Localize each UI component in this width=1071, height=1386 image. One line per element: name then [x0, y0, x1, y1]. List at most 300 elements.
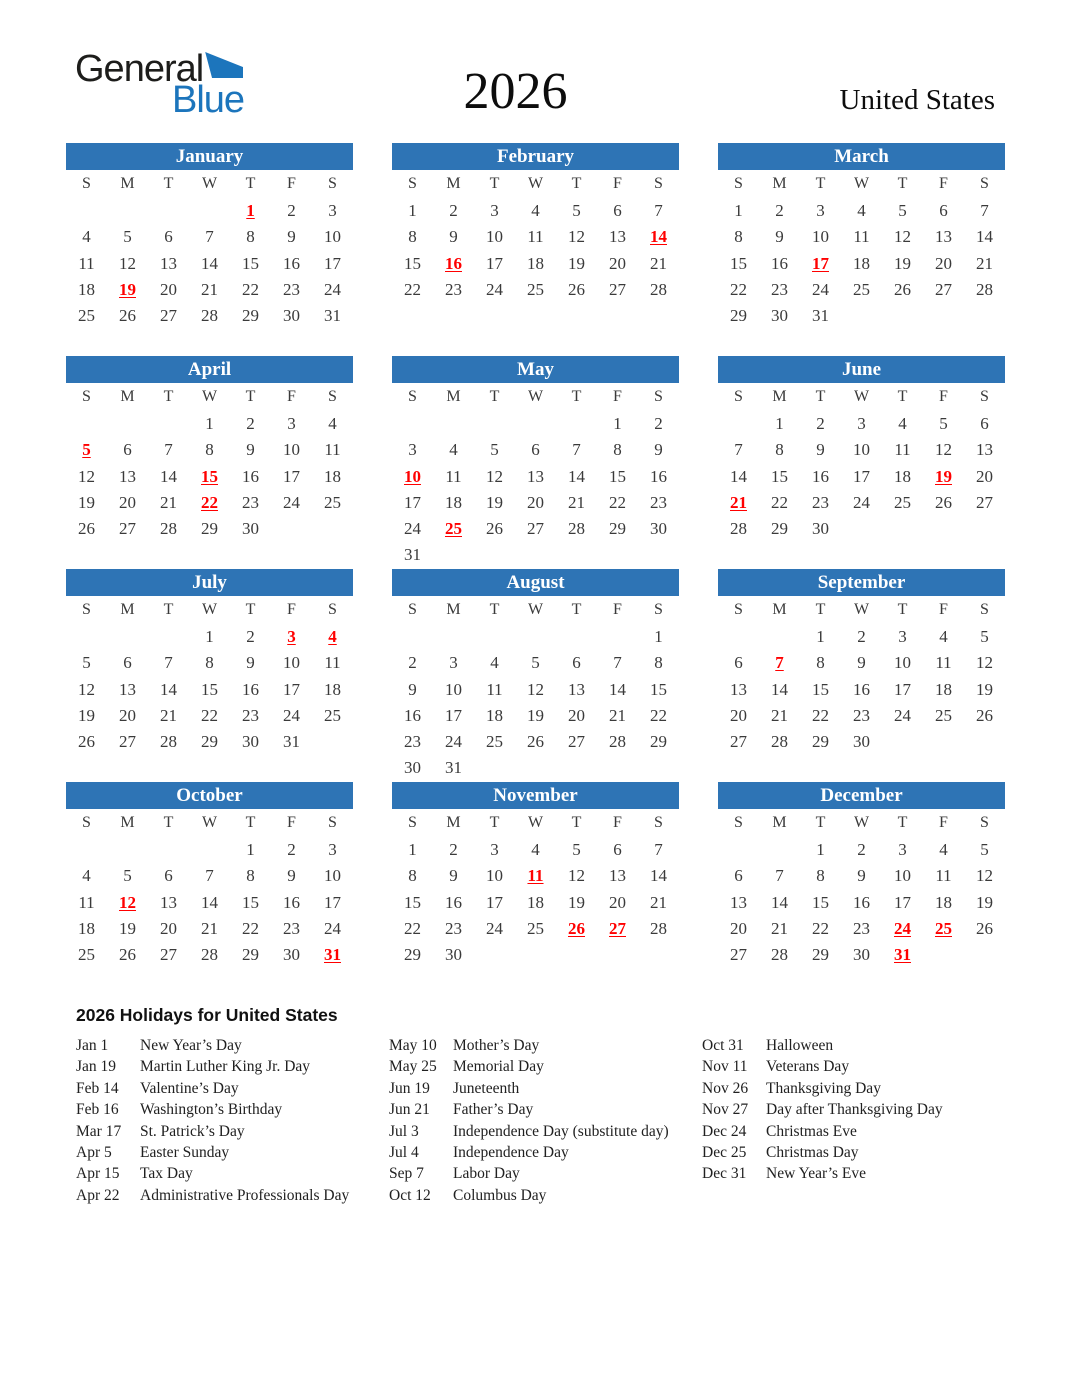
date-cell: 10	[324, 227, 341, 247]
date-cell	[638, 942, 679, 968]
weekday-label: W	[527, 388, 544, 405]
date-cell: 31	[812, 306, 829, 326]
weekday-label: W	[201, 388, 218, 405]
date-cell	[189, 329, 230, 355]
date-cell	[964, 542, 1005, 568]
date-cell: 16	[283, 253, 300, 273]
date-cell: 14	[730, 466, 747, 486]
weekday-label: S	[82, 601, 91, 618]
date-cell: 15	[242, 253, 259, 273]
date-cell: 11	[527, 227, 544, 247]
holiday-date-cell: 21	[730, 492, 747, 512]
date-cell: 1	[654, 627, 663, 646]
date-cell: 22	[404, 279, 421, 299]
date-cell: 19	[119, 918, 136, 938]
weekday-label: F	[287, 601, 296, 618]
date-cell	[474, 303, 515, 329]
date-cell	[148, 411, 189, 437]
holiday-name-label: Labor Day	[453, 1165, 520, 1183]
date-cell: 8	[654, 653, 663, 673]
date-cell: 19	[894, 253, 911, 273]
date-cell: 21	[568, 492, 585, 512]
date-cell: 3	[449, 653, 458, 673]
date-cell: 11	[445, 466, 462, 486]
date-cell: 8	[816, 866, 825, 886]
weekday-label: M	[120, 814, 135, 831]
date-cell: 23	[650, 492, 667, 512]
holiday-date-label: Nov 27	[702, 1101, 749, 1119]
calendar-grid	[66, 143, 1005, 995]
weekday-label: T	[163, 814, 174, 831]
holiday-date-label: Dec 24	[702, 1122, 747, 1140]
date-cell: 16	[853, 892, 870, 912]
holiday-list-item	[702, 1078, 986, 1099]
holiday-date-label: Nov 11	[702, 1058, 748, 1076]
date-cell: 26	[894, 279, 911, 299]
date-cell: 8	[775, 440, 784, 460]
date-cell	[882, 329, 923, 355]
holiday-list-item	[389, 1035, 673, 1056]
date-cell: 6	[734, 653, 743, 673]
date-cell	[718, 624, 759, 650]
holiday-date-label: Nov 26	[702, 1079, 749, 1097]
date-cell	[189, 837, 230, 863]
date-cell: 13	[160, 892, 177, 912]
weekday-label: T	[815, 814, 826, 831]
date-cell: 27	[119, 732, 136, 752]
date-cell	[107, 542, 148, 568]
holiday-list-item	[389, 1056, 673, 1077]
date-cell: 22	[812, 918, 829, 938]
date-cell: 2	[775, 201, 784, 220]
holiday-date-label: Oct 31	[702, 1037, 744, 1054]
weekday-label: S	[980, 814, 989, 831]
date-cell	[759, 968, 800, 994]
holiday-list-item	[702, 1142, 986, 1163]
holiday-date-label: Sep 7	[389, 1165, 424, 1183]
date-cell: 20	[119, 492, 136, 512]
weekday-label: W	[201, 601, 218, 618]
date-cell	[841, 303, 882, 329]
date-cell	[433, 968, 474, 994]
date-cell: 19	[976, 679, 993, 699]
holiday-date-cell: 17	[812, 253, 829, 273]
date-cell	[923, 329, 964, 355]
date-cell	[148, 198, 189, 224]
date-cell: 27	[160, 306, 177, 326]
holiday-list-item	[76, 1163, 360, 1184]
month-days-grid	[718, 837, 1005, 995]
date-cell: 1	[246, 840, 255, 859]
date-cell	[474, 624, 515, 650]
weekday-label: M	[446, 175, 461, 192]
date-cell	[230, 542, 271, 568]
month-june	[718, 356, 1005, 569]
date-cell: 15	[404, 892, 421, 912]
date-cell: 21	[160, 492, 177, 512]
date-cell: 11	[894, 440, 911, 460]
date-cell: 26	[78, 732, 95, 752]
date-cell: 7	[980, 201, 989, 220]
date-cell	[923, 516, 964, 542]
date-cell: 13	[527, 466, 544, 486]
holiday-date-label: Feb 14	[76, 1079, 119, 1097]
date-cell: 6	[531, 440, 540, 460]
weekday-label: S	[82, 175, 91, 192]
holiday-list-item	[702, 1163, 986, 1184]
date-cell: 20	[568, 705, 585, 725]
date-cell	[148, 542, 189, 568]
month-days-grid	[66, 837, 353, 995]
date-cell	[923, 942, 964, 968]
weekday-label: M	[120, 175, 135, 192]
holiday-date-cell: 19	[935, 466, 952, 486]
holiday-date-label: Jul 3	[389, 1122, 419, 1140]
date-cell: 15	[771, 466, 788, 486]
date-cell	[433, 329, 474, 355]
date-cell	[964, 329, 1005, 355]
month-april	[66, 356, 353, 569]
date-cell	[556, 755, 597, 781]
date-cell	[556, 329, 597, 355]
date-cell	[271, 968, 312, 994]
date-cell	[597, 755, 638, 781]
date-cell: 29	[812, 945, 829, 965]
date-cell: 19	[568, 892, 585, 912]
weekday-label: W	[201, 814, 218, 831]
date-cell	[148, 837, 189, 863]
date-cell: 15	[242, 892, 259, 912]
date-cell: 28	[650, 918, 667, 938]
date-cell: 28	[976, 279, 993, 299]
weekday-label: S	[82, 388, 91, 405]
date-cell	[312, 729, 353, 755]
date-cell: 16	[242, 466, 259, 486]
date-cell: 6	[123, 653, 132, 673]
date-cell	[882, 729, 923, 755]
date-cell: 16	[812, 466, 829, 486]
date-cell: 17	[486, 253, 503, 273]
date-cell: 17	[283, 466, 300, 486]
date-cell: 29	[201, 519, 218, 539]
date-cell: 2	[408, 653, 417, 673]
date-cell: 27	[160, 945, 177, 965]
weekday-label: T	[245, 388, 256, 405]
date-cell: 14	[201, 892, 218, 912]
date-cell: 27	[119, 519, 136, 539]
date-cell: 21	[771, 918, 788, 938]
date-cell: 18	[324, 466, 341, 486]
weekday-label: S	[408, 388, 417, 405]
date-cell: 4	[82, 227, 91, 247]
date-cell: 26	[78, 519, 95, 539]
date-cell: 21	[609, 705, 626, 725]
date-cell	[107, 411, 148, 437]
date-cell: 3	[328, 201, 337, 220]
date-cell: 24	[324, 918, 341, 938]
date-cell: 19	[486, 492, 503, 512]
holiday-name-label: Memorial Day	[453, 1058, 544, 1076]
date-cell	[392, 329, 433, 355]
date-cell: 12	[527, 679, 544, 699]
date-cell: 8	[246, 866, 255, 886]
date-cell: 16	[404, 705, 421, 725]
date-cell: 26	[527, 732, 544, 752]
holiday-date-cell: 22	[201, 492, 218, 512]
holiday-list-item	[389, 1078, 673, 1099]
holiday-list-item	[76, 1142, 360, 1163]
date-cell	[597, 624, 638, 650]
date-cell: 15	[730, 253, 747, 273]
holiday-name-label: New Year’s Eve	[766, 1165, 867, 1183]
date-cell: 28	[609, 732, 626, 752]
date-cell: 30	[404, 758, 421, 778]
date-cell: 30	[283, 945, 300, 965]
holiday-date-label: Jun 21	[389, 1101, 430, 1119]
date-cell: 17	[324, 253, 341, 273]
date-cell	[638, 968, 679, 994]
date-cell: 8	[408, 227, 417, 247]
date-cell: 22	[650, 705, 667, 725]
date-cell: 25	[935, 705, 952, 725]
weekday-header-row	[66, 383, 353, 411]
date-cell	[556, 411, 597, 437]
date-cell: 1	[205, 414, 214, 433]
date-cell: 7	[164, 440, 173, 460]
holiday-date-cell: 4	[328, 627, 337, 646]
weekday-label: F	[613, 601, 622, 618]
holiday-list-item	[389, 1185, 673, 1206]
month-title: February	[392, 143, 679, 170]
date-cell	[638, 542, 679, 568]
holiday-date-label: May 25	[389, 1058, 437, 1076]
date-cell: 18	[78, 279, 95, 299]
date-cell	[433, 624, 474, 650]
weekday-label: T	[571, 814, 582, 831]
holiday-date-cell: 26	[568, 918, 585, 938]
holiday-date-label: Apr 15	[76, 1165, 120, 1183]
date-cell: 2	[246, 414, 255, 433]
date-cell: 18	[894, 466, 911, 486]
date-cell: 23	[242, 492, 259, 512]
date-cell: 14	[201, 253, 218, 273]
date-cell: 14	[771, 892, 788, 912]
date-cell	[474, 329, 515, 355]
date-cell: 4	[531, 201, 540, 220]
date-cell: 25	[78, 945, 95, 965]
date-cell	[964, 729, 1005, 755]
date-cell: 8	[205, 440, 214, 460]
date-cell: 7	[205, 227, 214, 247]
date-cell: 9	[246, 440, 255, 460]
weekday-label: W	[527, 175, 544, 192]
date-cell: 17	[404, 492, 421, 512]
date-cell: 10	[445, 679, 462, 699]
date-cell: 23	[445, 918, 462, 938]
date-cell: 13	[119, 466, 136, 486]
holiday-date-cell: 12	[119, 892, 136, 912]
date-cell: 28	[160, 732, 177, 752]
date-cell: 12	[894, 227, 911, 247]
date-cell: 17	[324, 892, 341, 912]
date-cell	[515, 755, 556, 781]
holiday-name-label: Administrative Professionals Day	[140, 1186, 350, 1204]
weekday-label: S	[328, 601, 337, 618]
date-cell: 3	[490, 840, 499, 859]
date-cell: 1	[734, 201, 743, 220]
holidays-section	[76, 1005, 1011, 1206]
holiday-date-label: Feb 16	[76, 1101, 119, 1119]
holiday-date-cell: 7	[775, 653, 784, 673]
holiday-name-label: St. Patrick’s Day	[140, 1122, 245, 1140]
date-cell: 31	[283, 732, 300, 752]
date-cell: 18	[527, 892, 544, 912]
date-cell: 29	[404, 945, 421, 965]
date-cell: 4	[82, 866, 91, 886]
month-january	[66, 143, 353, 356]
date-cell	[66, 968, 107, 994]
date-cell	[964, 942, 1005, 968]
date-cell: 5	[123, 866, 132, 886]
date-cell: 1	[408, 840, 417, 859]
date-cell	[597, 303, 638, 329]
date-cell: 6	[734, 866, 743, 886]
date-cell: 12	[568, 866, 585, 886]
date-cell	[718, 837, 759, 863]
date-cell: 9	[654, 440, 663, 460]
holiday-date-cell: 3	[287, 627, 296, 646]
date-cell	[148, 624, 189, 650]
weekday-label: T	[245, 814, 256, 831]
date-cell	[841, 755, 882, 781]
date-cell: 8	[613, 440, 622, 460]
date-cell	[556, 542, 597, 568]
month-days-grid	[392, 411, 679, 569]
date-cell: 12	[568, 227, 585, 247]
date-cell: 14	[609, 679, 626, 699]
date-cell: 5	[572, 201, 581, 220]
date-cell: 17	[283, 679, 300, 699]
weekday-label: T	[489, 814, 500, 831]
date-cell	[841, 542, 882, 568]
date-cell: 25	[324, 492, 341, 512]
weekday-header-row	[718, 596, 1005, 624]
date-cell: 20	[730, 918, 747, 938]
date-cell: 2	[449, 201, 458, 220]
weekday-label: W	[853, 388, 870, 405]
date-cell	[474, 542, 515, 568]
date-cell: 26	[976, 918, 993, 938]
date-cell: 24	[324, 279, 341, 299]
holiday-date-cell: 5	[82, 440, 91, 460]
logo-text-blue: Blue	[172, 79, 245, 121]
holiday-date-label: Jun 19	[389, 1079, 430, 1097]
date-cell: 5	[531, 653, 540, 673]
date-cell: 22	[201, 705, 218, 725]
date-cell: 25	[486, 732, 503, 752]
date-cell	[148, 329, 189, 355]
date-cell	[597, 942, 638, 968]
month-days-grid	[392, 624, 679, 782]
date-cell: 11	[78, 892, 95, 912]
date-cell: 9	[775, 227, 784, 247]
holiday-date-cell: 1	[246, 201, 255, 220]
date-cell: 7	[613, 653, 622, 673]
date-cell: 22	[609, 492, 626, 512]
weekday-label: T	[897, 601, 908, 618]
date-cell: 18	[78, 918, 95, 938]
date-cell: 5	[939, 414, 948, 433]
weekday-label: M	[446, 814, 461, 831]
date-cell: 3	[857, 414, 866, 433]
date-cell	[66, 198, 107, 224]
holiday-list-item	[76, 1056, 360, 1077]
date-cell	[312, 968, 353, 994]
date-cell	[515, 411, 556, 437]
weekday-label: T	[571, 601, 582, 618]
weekday-label: F	[939, 814, 948, 831]
holiday-date-label: May 10	[389, 1037, 437, 1054]
date-cell: 30	[812, 519, 829, 539]
date-cell: 28	[201, 306, 218, 326]
date-cell: 23	[404, 732, 421, 752]
date-cell: 23	[853, 918, 870, 938]
date-cell: 3	[287, 414, 296, 433]
date-cell: 3	[408, 440, 417, 460]
weekday-header-row	[392, 596, 679, 624]
weekday-label: M	[772, 175, 787, 192]
date-cell: 1	[205, 627, 214, 646]
date-cell: 27	[527, 519, 544, 539]
weekday-label: T	[489, 175, 500, 192]
holiday-date-cell: 19	[119, 279, 136, 299]
date-cell: 28	[160, 519, 177, 539]
weekday-header-row	[392, 170, 679, 198]
date-cell	[66, 755, 107, 781]
date-cell: 5	[980, 840, 989, 859]
date-cell: 13	[568, 679, 585, 699]
date-cell: 10	[894, 653, 911, 673]
holiday-name-label: Washington’s Birthday	[140, 1101, 283, 1119]
weekday-header-row	[66, 809, 353, 837]
date-cell	[271, 755, 312, 781]
date-cell: 28	[771, 732, 788, 752]
date-cell	[882, 755, 923, 781]
date-cell	[964, 968, 1005, 994]
date-cell: 2	[654, 414, 663, 433]
month-september	[718, 569, 1005, 782]
date-cell	[964, 303, 1005, 329]
date-cell: 13	[730, 679, 747, 699]
date-cell: 23	[853, 705, 870, 725]
date-cell: 11	[935, 653, 952, 673]
date-cell: 5	[123, 227, 132, 247]
date-cell: 29	[242, 306, 259, 326]
date-cell: 17	[853, 466, 870, 486]
date-cell: 3	[898, 840, 907, 859]
holidays-column	[702, 1035, 986, 1185]
date-cell	[718, 755, 759, 781]
date-cell: 7	[572, 440, 581, 460]
date-cell: 10	[812, 227, 829, 247]
holiday-list-item	[389, 1163, 673, 1184]
date-cell: 20	[119, 705, 136, 725]
date-cell: 8	[408, 866, 417, 886]
weekday-label: F	[287, 175, 296, 192]
holidays-column	[76, 1035, 360, 1206]
date-cell: 19	[976, 892, 993, 912]
date-cell	[841, 968, 882, 994]
